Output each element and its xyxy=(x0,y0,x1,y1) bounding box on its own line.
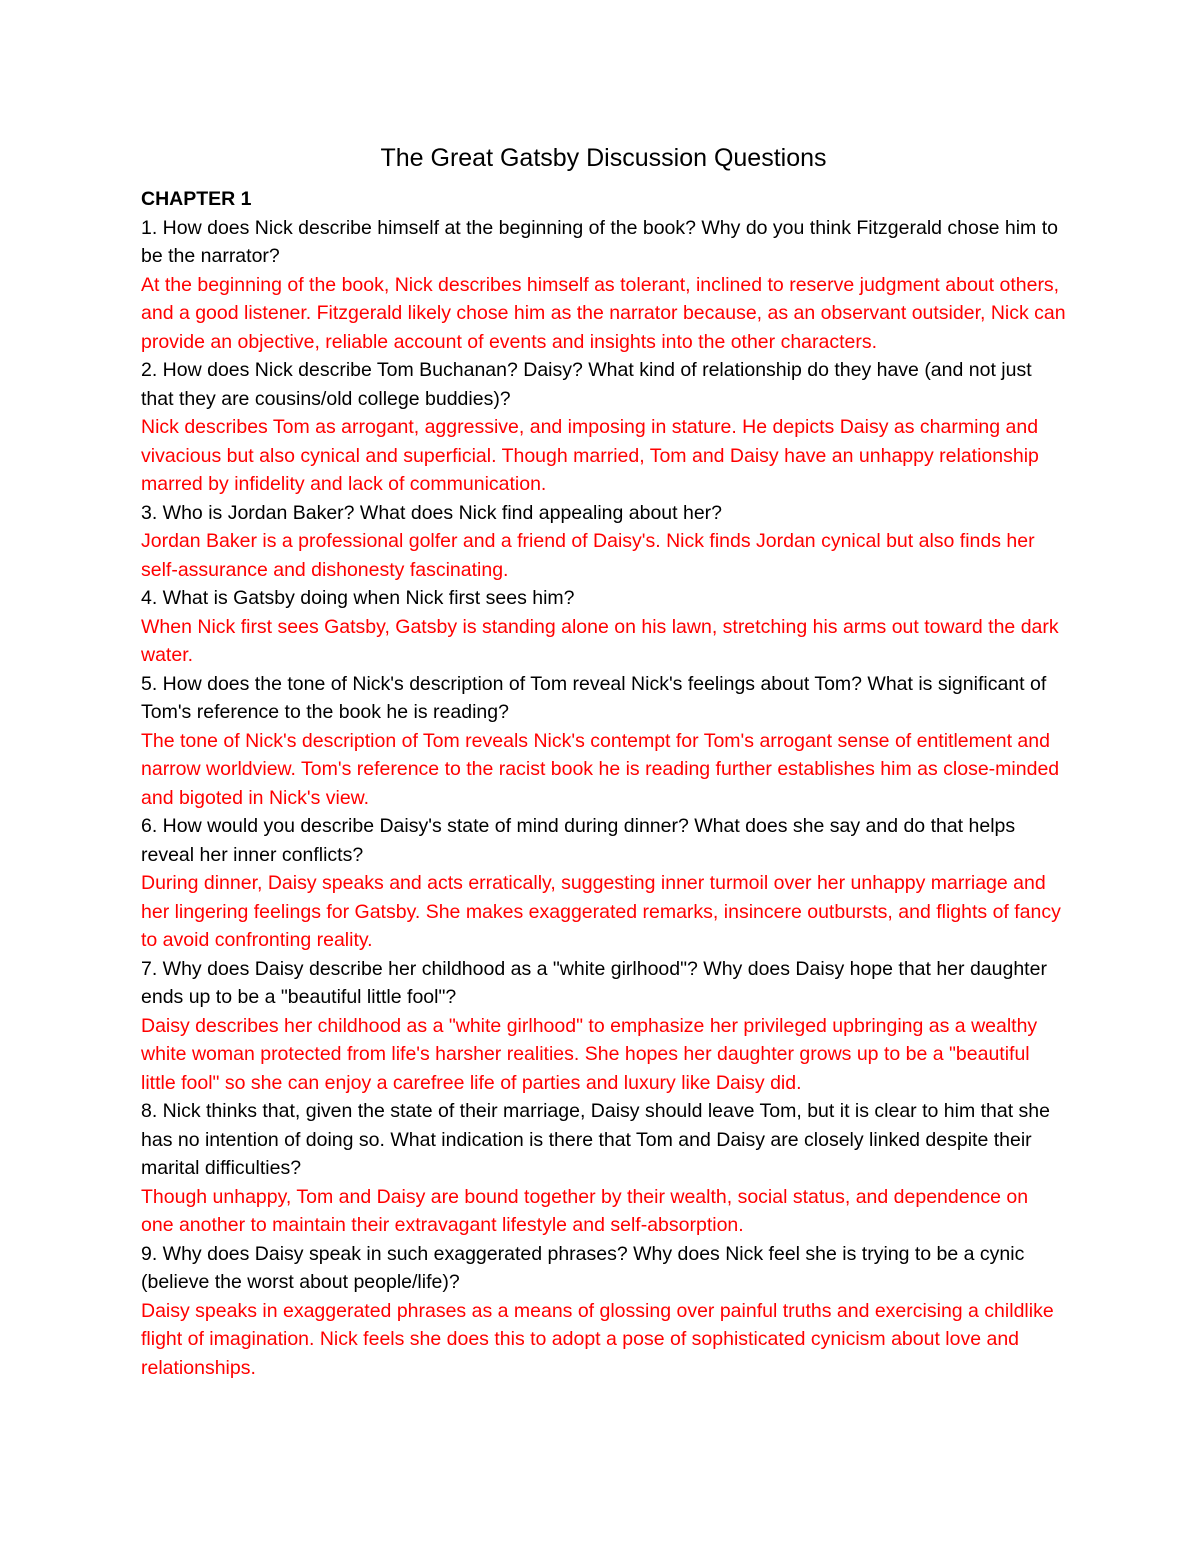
chapter-heading: CHAPTER 1 xyxy=(141,188,252,210)
question-1: 1. How does Nick describe himself at the beginning of the book? Why do you think Fitzgerald chose him to be the narrator? xyxy=(141,216,1058,267)
answer-2: Nick describes Tom as arrogant, aggressive, and imposing in stature. He depicts Daisy as charming and vivacious but also cynical and superficial. Though married, Tom and Daisy have an unhappy relationship marred by infidelity and lack of communication. xyxy=(141,416,1039,495)
qa-list xyxy=(141,214,1066,1383)
question-6: 6. How would you describe Daisy's state of mind during dinner? What does she say and do that helps reveal her inner conflicts? xyxy=(141,815,1016,866)
answer-7: Daisy describes her childhood as a "white girlhood" to emphasize her privileged upbringing as a wealthy white woman protected from life's harsher realities. She hopes her daughter grows up to be a "beautiful little fool" so she can enjoy a carefree life of parties and luxury like Daisy did. xyxy=(141,1014,1038,1094)
question-3: 3. Who is Jordan Baker? What does Nick find appealing about her? xyxy=(141,501,723,524)
answer-6: During dinner, Daisy speaks and acts erratically, suggesting inner turmoil over her unhappy marriage and her lingering feelings for Gatsby. She makes exaggerated remarks, insincere outbursts, and flights of fancy to avoid confronting reality. xyxy=(141,872,1061,951)
question-7: 7. Why does Daisy describe her childhood as a "white girlhood"? Why does Daisy hope that her daughter ends up to be a "beautiful little fool"? xyxy=(141,957,1047,1008)
answer-8: Though unhappy, Tom and Daisy are bound together by their wealth, social status, and dependence on one another to maintain their extravagant lifestyle and self-absorption. xyxy=(141,1185,1029,1236)
question-2: 2. How does Nick describe Tom Buchanan? Daisy? What kind of relationship do they have (and not just that they are cousins/old college buddies)? xyxy=(141,359,1032,410)
question-5: 5. How does the tone of Nick's description of Tom reveal Nick's feelings about Tom? What is significant of Tom's reference to the book he is reading? xyxy=(141,672,1047,723)
question-8: 8. Nick thinks that, given the state of their marriage, Daisy should leave Tom, but it is clear to him that she has no intention of doing so. What indication is there that Tom and Daisy are closely linked despite their marital difficulties? xyxy=(141,1100,1050,1179)
question-9: 9. Why does Daisy speak in such exaggerated phrases? Why does Nick feel she is trying to be a cynic (believe the worst about people/life)? xyxy=(141,1242,1025,1293)
answer-1: At the beginning of the book, Nick describes himself as tolerant, inclined to reserve judgment about others, and a good listener. Fitzgerald likely chose him as the narrator because, as an observant outsider, Nick can provide an objective, reliable account of events and insights into the other characters. xyxy=(141,273,1066,353)
document-title: The Great Gatsby Discussion Questions xyxy=(380,144,827,172)
answer-3: Jordan Baker is a professional golfer and a friend of Daisy's. Nick finds Jordan cynical but also finds her self-assurance and dishonesty fascinating. xyxy=(141,530,1035,581)
document-page xyxy=(141,140,1066,1382)
answer-5: The tone of Nick's description of Tom reveals Nick's contempt for Tom's arrogant sense of entitlement and narrow worldview. Tom's reference to the racist book he is reading further establishes him as close-minded and bigoted in Nick's view. xyxy=(141,729,1060,809)
answer-9: Daisy speaks in exaggerated phrases as a means of glossing over painful truths and exercising a childlike flight of imagination. Nick feels she does this to adopt a pose of sophisticated cynicism about love and relationships. xyxy=(141,1299,1054,1379)
answer-4: When Nick first sees Gatsby, Gatsby is standing alone on his lawn, stretching his arms out toward the dark water. xyxy=(141,615,1059,666)
question-4: 4. What is Gatsby doing when Nick first sees him? xyxy=(141,587,575,609)
